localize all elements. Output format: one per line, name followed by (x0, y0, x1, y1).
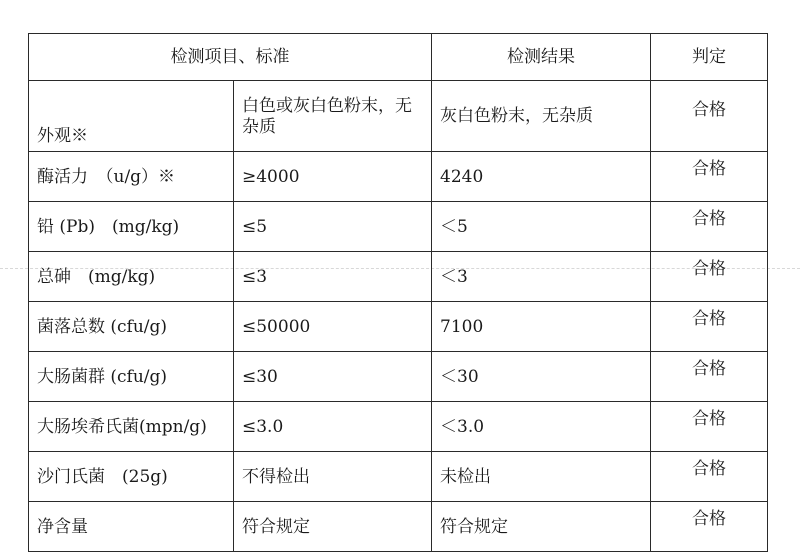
table-row (29, 252, 768, 302)
result-cell: 灰白色粉末，无杂质 (432, 81, 651, 152)
table-row (29, 302, 768, 352)
result-cell: 未检出 (432, 452, 651, 502)
test-item-cell: 沙门氏菌 (25g) (29, 452, 234, 502)
verdict-cell: 合格 (651, 302, 768, 352)
inspection-report-table (28, 33, 768, 552)
verdict-cell: 合格 (651, 81, 768, 152)
standard-cell: ≤3.0 (234, 402, 432, 452)
verdict-cell: 合格 (651, 452, 768, 502)
test-item-cell: 净含量 (29, 502, 234, 552)
table-header-row (29, 34, 768, 81)
result-cell: ＜5 (432, 202, 651, 252)
test-item-cell: 外观※ (29, 81, 234, 152)
test-item-cell: 大肠埃希氏菌(mpn/g) (29, 402, 234, 452)
table-row (29, 81, 768, 152)
test-item-cell: 铅 (Pb) (mg/kg) (29, 202, 234, 252)
table-row (29, 452, 768, 502)
standard-cell: ≤3 (234, 252, 432, 302)
verdict-cell: 合格 (651, 502, 768, 552)
result-cell: ＜30 (432, 352, 651, 402)
result-cell: ＜3.0 (432, 402, 651, 452)
test-item-cell: 酶活力 （u/g）※ (29, 152, 234, 202)
standard-cell: ≤50000 (234, 302, 432, 352)
standard-cell: 符合规定 (234, 502, 432, 552)
test-item-cell: 大肠菌群 (cfu/g) (29, 352, 234, 402)
header-verdict: 判定 (651, 34, 768, 81)
table-row (29, 352, 768, 402)
standard-cell: ≤30 (234, 352, 432, 402)
verdict-cell: 合格 (651, 152, 768, 202)
verdict-cell: 合格 (651, 352, 768, 402)
table-row (29, 202, 768, 252)
standard-cell: 白色或灰白色粉末，无杂质 (234, 81, 432, 152)
table-row (29, 402, 768, 452)
result-cell: 7100 (432, 302, 651, 352)
verdict-cell: 合格 (651, 202, 768, 252)
test-item-cell: 总砷 (mg/kg) (29, 252, 234, 302)
header-test-result: 检测结果 (432, 34, 651, 81)
standard-cell: ≤5 (234, 202, 432, 252)
result-cell: 符合规定 (432, 502, 651, 552)
table-row (29, 152, 768, 202)
verdict-cell: 合格 (651, 402, 768, 452)
header-test-item-standard: 检测项目、标准 (29, 34, 432, 81)
standard-cell: ≥4000 (234, 152, 432, 202)
test-item-cell: 菌落总数 (cfu/g) (29, 302, 234, 352)
result-cell: ＜3 (432, 252, 651, 302)
result-cell: 4240 (432, 152, 651, 202)
standard-cell: 不得检出 (234, 452, 432, 502)
table-row (29, 502, 768, 552)
verdict-cell: 合格 (651, 252, 768, 302)
